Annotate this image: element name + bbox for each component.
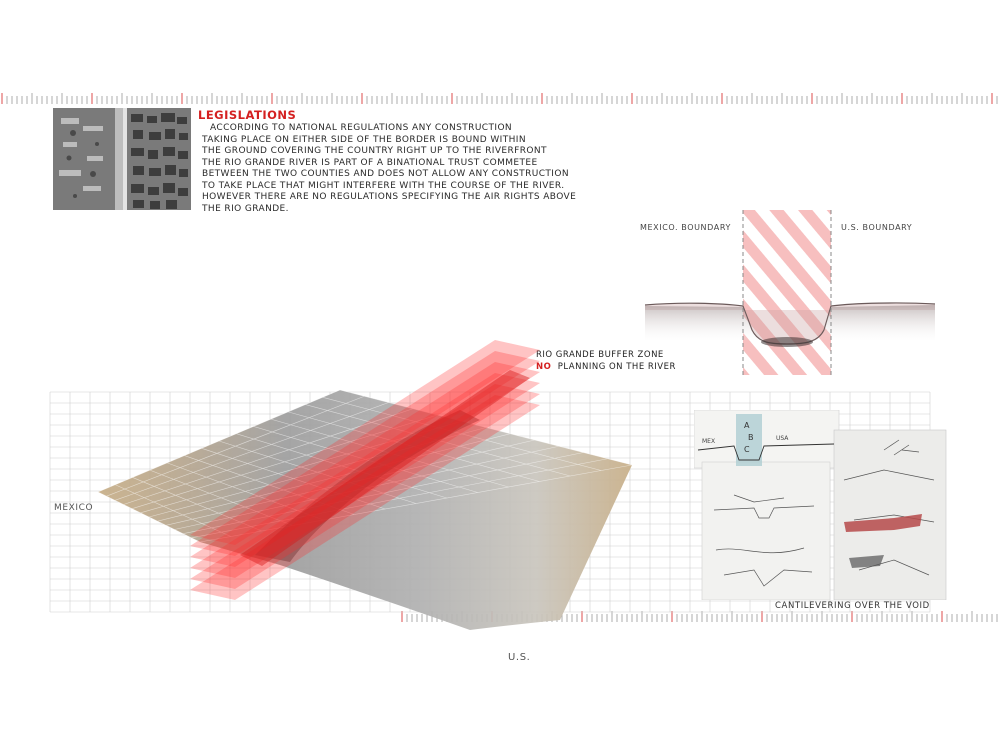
mexico-label: MEXICO — [54, 503, 94, 513]
us-boundary-label: U.S. BOUNDARY — [841, 223, 913, 232]
legislation-line: HOWEVER THERE ARE NO REGULATIONS SPECIFYING THE AIR RIGHTS ABOVE — [202, 192, 577, 202]
legislation-title: LEGISLATIONS — [198, 108, 297, 122]
sketch-letter-a: A — [744, 421, 750, 430]
sketch-mex-note: MEX — [702, 438, 716, 445]
sketch-letter-b: B — [748, 433, 754, 442]
buffer-zone-line1: RIO GRANDE BUFFER ZONE — [536, 350, 664, 360]
legislation-line: TO TAKE PLACE THAT MIGHT INTERFERE WITH THE COURSE OF THE RIVER. — [202, 180, 565, 191]
sketch-paper-2 — [702, 462, 830, 600]
sketch-caption: CANTILEVERING OVER THE VOID — [775, 601, 930, 611]
buffer-zone-line2: PLANNING ON THE RIVER — [557, 362, 676, 372]
legislation-line: THE RIO GRANDE. — [202, 203, 289, 214]
legislation-line: TAKING PLACE ON EITHER SIDE OF THE BORDER IS BOUND WITHIN — [202, 134, 526, 145]
sketch-usa-note: USA — [776, 435, 789, 442]
legislation-line: THE GROUND COVERING THE COUNTRY RIGHT UP TO THE RIVERFRONT — [202, 146, 547, 156]
legislation-line: ACCORDING TO NATIONAL REGULATIONS ANY CONSTRUCTION — [210, 123, 513, 133]
mexico-boundary-label: MEXICO. BOUNDARY — [640, 223, 731, 232]
sketch-paper-3 — [834, 430, 946, 600]
legislation-line: BETWEEN THE TWO COUNTIES AND DOES NOT ALLOW ANY CONSTRUCTION — [202, 169, 569, 179]
sketch-letter-c: C — [744, 445, 750, 454]
sketch-collage — [694, 410, 949, 600]
top-ruler — [0, 92, 1000, 106]
sketch-paper-1 — [694, 410, 839, 468]
us-label: U.S. — [508, 652, 531, 663]
legislation-body — [202, 123, 672, 215]
legislation-line: THE RIO GRANDE RIVER IS PART OF A BINATIONAL TRUST COMMETEE — [202, 157, 538, 168]
aerial-photo — [53, 108, 191, 210]
no-word: NO — [536, 362, 552, 372]
